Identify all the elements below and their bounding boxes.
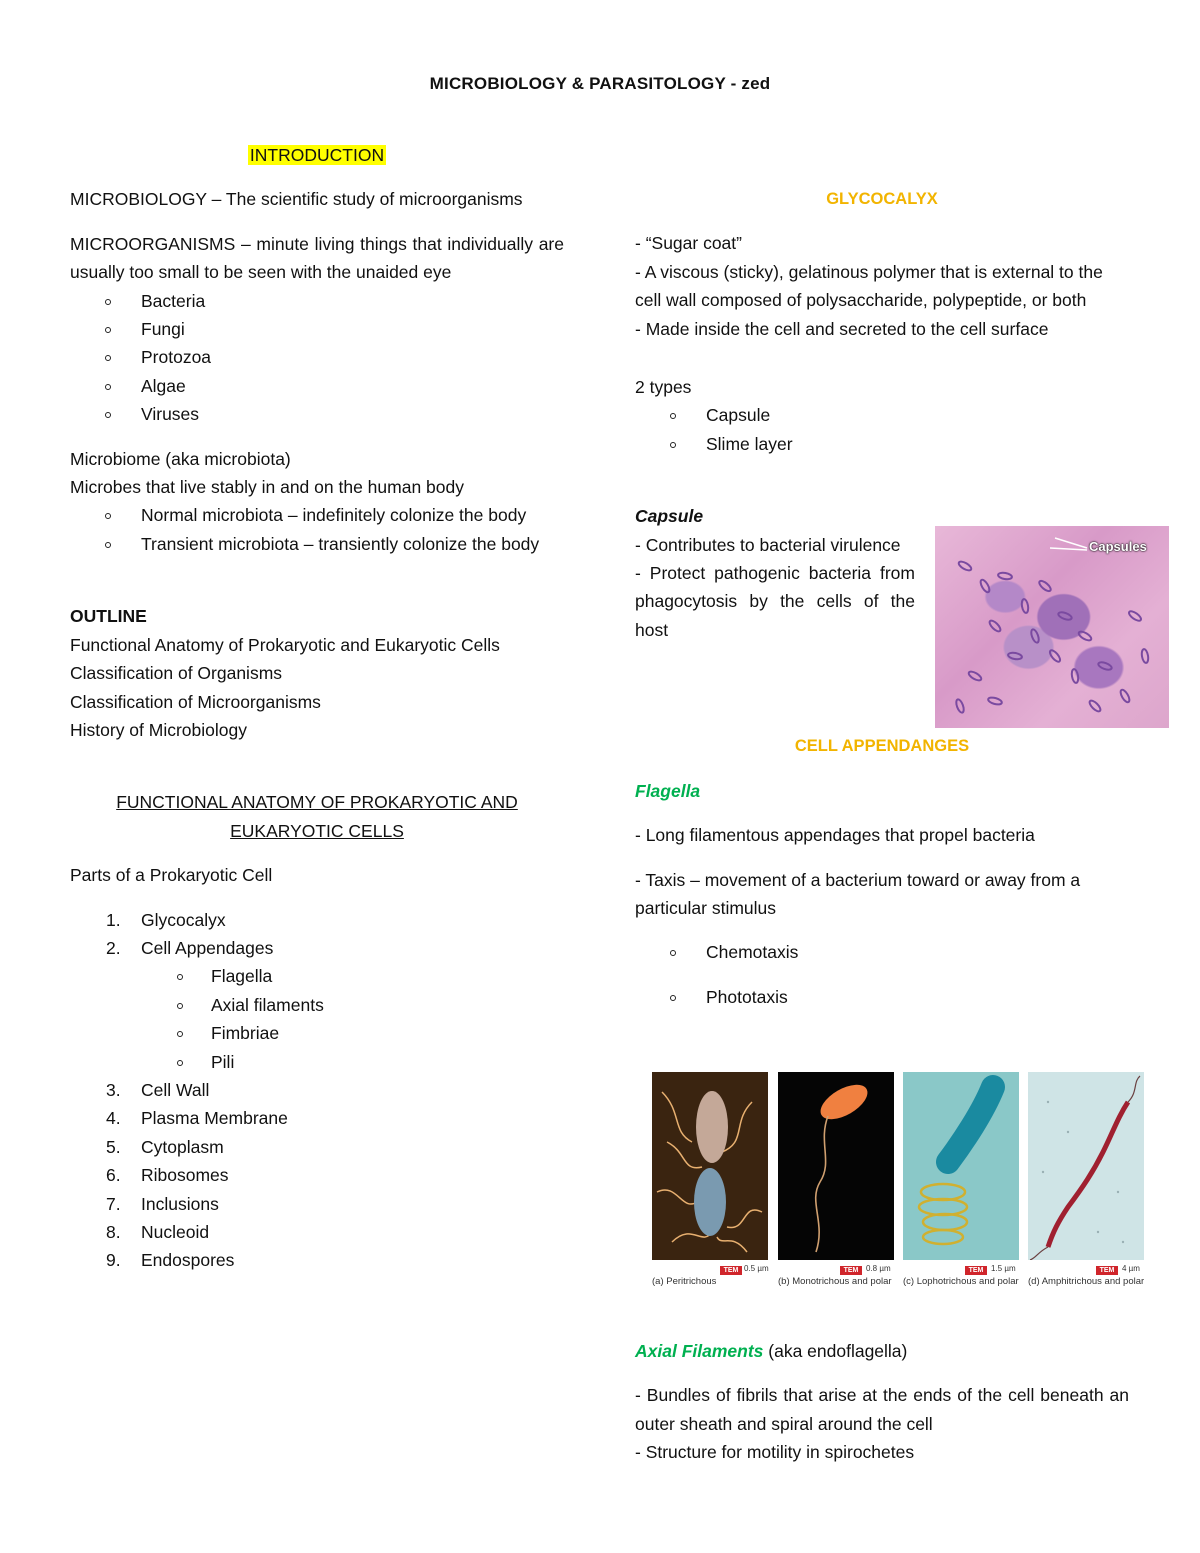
microbiome-title: Microbiome (aka microbiota) xyxy=(70,448,291,469)
list-item: 1. Glycocalyx xyxy=(106,909,226,930)
taxis-types-list xyxy=(635,938,1129,1011)
list-item: Chemotaxis xyxy=(635,938,1129,966)
outline-heading: OUTLINE xyxy=(70,606,147,627)
types-title: 2 types xyxy=(635,377,692,398)
list-item: Viruses xyxy=(70,400,564,428)
flagella-caption: (a) Peritrichous xyxy=(652,1276,717,1287)
list-item: Axial filaments xyxy=(70,991,564,1019)
microbiota-types-list xyxy=(70,501,564,558)
parts-title: Parts of a Prokaryotic Cell xyxy=(70,865,273,886)
list-item: 6. Ribosomes xyxy=(106,1165,229,1186)
list-item: Slime layer xyxy=(635,430,1129,458)
flagella-definition: - Long filamentous appendages that propel bacteria xyxy=(635,825,1035,846)
taxis-definition: - Taxis – movement of a bacterium toward or away from a particular stimulus xyxy=(635,869,1081,918)
scale-label: 0.5 µm xyxy=(744,1264,769,1273)
list-item: 4. Plasma Membrane xyxy=(106,1108,288,1129)
list-item: 5. Cytoplasm xyxy=(106,1136,224,1157)
outline-item: Functional Anatomy of Prokaryotic and Eukaryotic Cells xyxy=(70,634,500,655)
page-title: MICROBIOLOGY & PARASITOLOGY - zed xyxy=(429,74,771,93)
outline-item: Classification of Organisms xyxy=(70,663,283,684)
axial-title: Axial Filaments xyxy=(635,1341,764,1361)
scale-label: 0.8 µm xyxy=(866,1264,891,1273)
microorganisms-definition: MICROORGANISMS – minute living things that individually are usually too small to be seen with the unaided eye xyxy=(70,233,564,283)
scale-label: 4 µm xyxy=(1122,1264,1140,1273)
flagella-caption: (b) Monotrichous and polar xyxy=(778,1276,892,1287)
list-item: Transient microbiota – transiently colonize the body xyxy=(70,530,564,558)
axial-aka: (aka endoflagella) xyxy=(763,1341,908,1361)
axial-line: - Bundles of fibrils that arise at the ends of the cell beneath an outer sheath and spiral around the cell xyxy=(635,1385,1129,1434)
list-item: Fungi xyxy=(70,315,564,343)
capsule-title: Capsule xyxy=(635,506,704,527)
tem-badge: TEM xyxy=(840,1266,862,1275)
capsule-micrograph-drawing xyxy=(935,526,1169,728)
list-item: 2. Cell Appendages Flagella Axial filaments Fimbriae Pili xyxy=(70,934,564,1076)
capsule-text xyxy=(635,502,915,644)
intro-heading: INTRODUCTION xyxy=(249,145,385,165)
list-item: Bacteria xyxy=(70,287,564,315)
axial-line: - Structure for motility in spirochetes xyxy=(635,1442,915,1463)
flagella-panel-c xyxy=(903,1072,1019,1260)
appendages-heading: CELL APPENDANGES xyxy=(794,737,970,756)
list-item: Pili xyxy=(70,1048,564,1076)
flagella-panel-d xyxy=(1028,1072,1144,1260)
tem-badge: TEM xyxy=(965,1266,987,1275)
list-item: 9. Endospores xyxy=(106,1250,235,1271)
list-item: 3. Cell Wall xyxy=(106,1079,210,1100)
capsule-line: - Contributes to bacterial virulence xyxy=(635,534,901,555)
outline-item: Classification of Microorganisms xyxy=(70,691,321,712)
capsule-micrograph xyxy=(935,526,1169,728)
scale-label: 1.5 µm xyxy=(991,1264,1016,1273)
list-item: Flagella xyxy=(70,962,564,990)
flagella-title: Flagella xyxy=(635,780,701,801)
glycocalyx-types-list xyxy=(635,401,1129,458)
flagella-panel-b xyxy=(778,1072,894,1260)
list-item: Algae xyxy=(70,372,564,400)
glycocalyx-line: - Made inside the cell and secreted to the cell surface xyxy=(635,318,1049,339)
list-item: Phototaxis xyxy=(635,983,1129,1011)
tem-badge: TEM xyxy=(720,1266,742,1275)
outline-item: History of Microbiology xyxy=(70,719,247,740)
list-item: 8. Nucleoid xyxy=(106,1222,210,1242)
flagella-panel-a xyxy=(652,1072,768,1260)
list-item: Capsule xyxy=(635,401,1129,429)
microbiome-definition: Microbes that live stably in and on the human body xyxy=(70,477,464,498)
list-item: Normal microbiota – indefinitely colonize the body xyxy=(70,501,564,529)
list-item: 7. Inclusions xyxy=(106,1193,219,1214)
parts-list xyxy=(70,906,564,1275)
capsules-label: Capsules xyxy=(1089,539,1147,554)
flagella-caption: (c) Lophotrichous and polar xyxy=(903,1276,1019,1287)
appendage-sublist xyxy=(70,962,564,1076)
glycocalyx-line: - A viscous (sticky), gelatinous polymer that is external to the cell wall composed of polysaccharide, polypeptide, or both xyxy=(635,261,1103,311)
list-item: Fimbriae xyxy=(70,1019,564,1047)
flagella-figure xyxy=(652,1072,1144,1294)
glycocalyx-heading: GLYCOCALYX xyxy=(826,190,938,208)
list-item: Protozoa xyxy=(70,343,564,371)
glycocalyx-line: - “Sugar coat” xyxy=(635,233,742,254)
left-column xyxy=(70,141,564,1275)
section-heading: FUNCTIONAL ANATOMY OF PROKARYOTIC AND EUKARYOTIC CELLS xyxy=(116,792,518,841)
microbiology-definition: MICROBIOLOGY – The scientific study of microorganisms xyxy=(70,189,523,210)
capsule-line: - Protect pathogenic bacteria from phagocytosis by the cells of the host xyxy=(635,563,915,640)
microorganism-types-list xyxy=(70,287,564,429)
tem-badge: TEM xyxy=(1096,1266,1118,1275)
flagella-caption: (d) Amphitrichous and polar xyxy=(1028,1276,1144,1287)
axial-filaments-section xyxy=(635,1337,1129,1467)
